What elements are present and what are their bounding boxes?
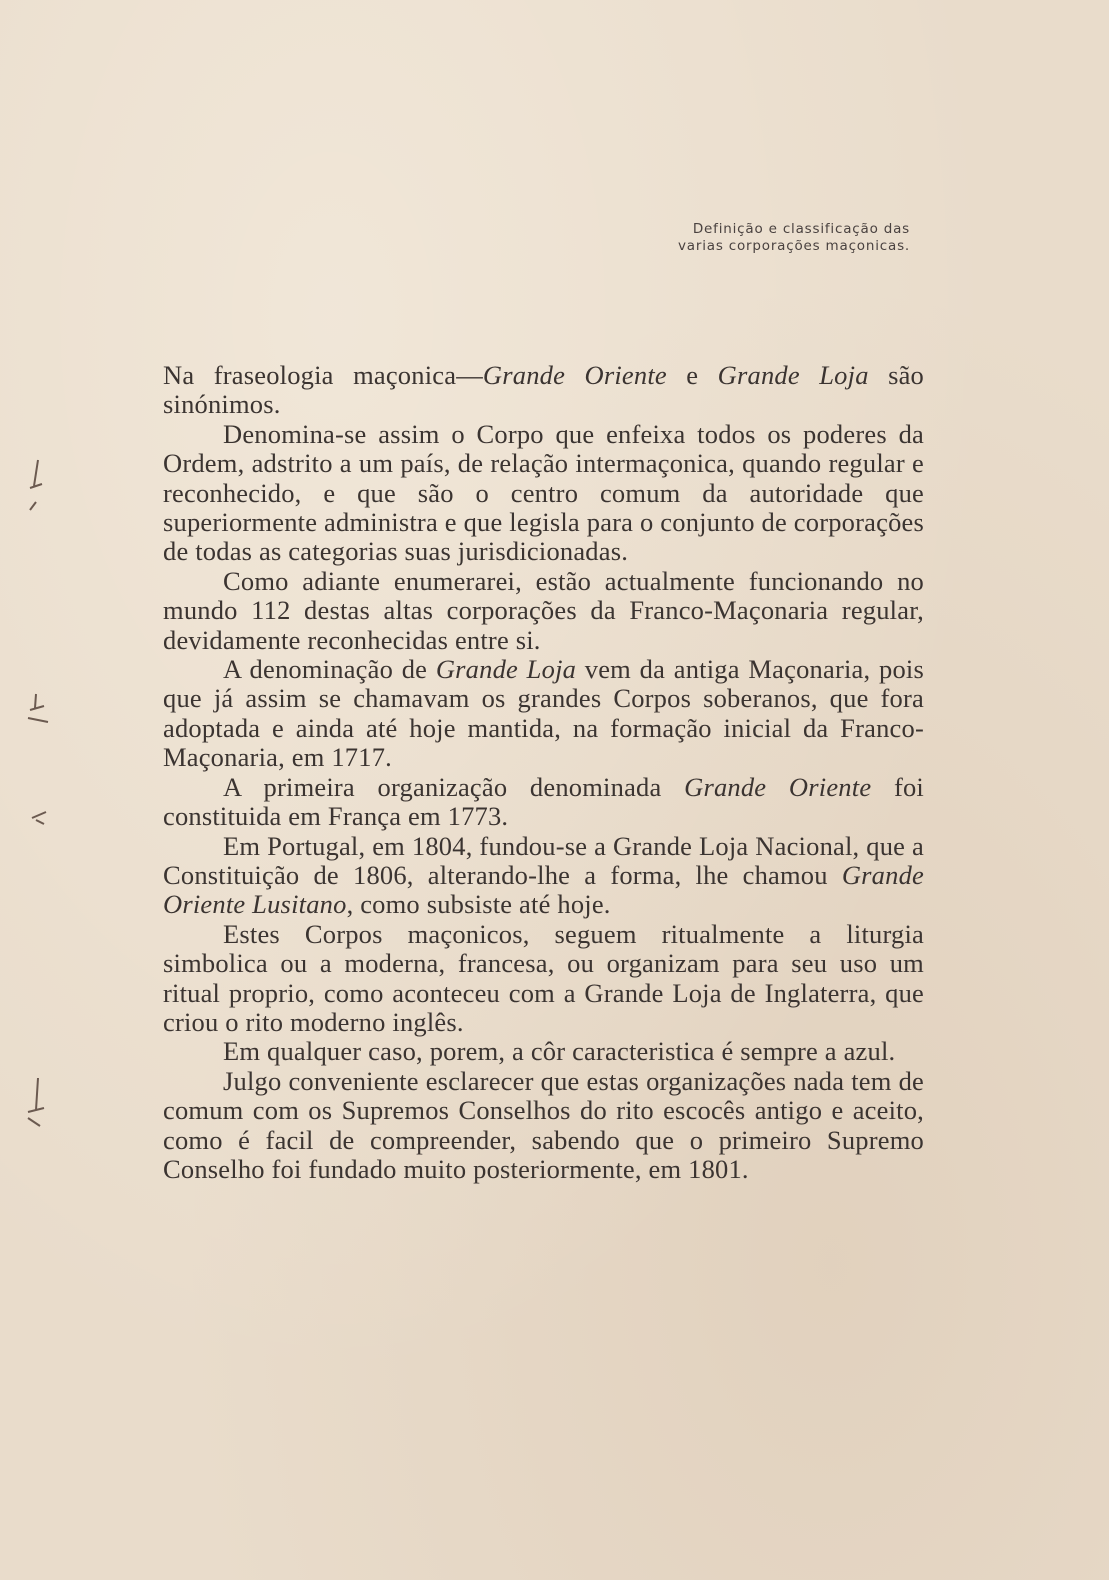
paragraph-9-text: Julgo conveniente esclarecer que estas organizações nada tem de comum com os Supremos Conselhos do rito escocês antigo e aceito, como é facil de compreender, sabendo que o primeiro Supremo Conselho foi fundado muito posteriormente, em 1801. [163, 1065, 924, 1184]
term-grande-loja: Grande Loja [717, 360, 869, 390]
paragraph-5-text: foi constituida em França em 1773. [163, 771, 924, 832]
term-grande-oriente: Grande Oriente [482, 360, 667, 390]
term-grande-oriente-lusitano: Grande Oriente Lusitano [163, 859, 924, 920]
paragraph-3-text: Como adiante enumerarei, estão actualmente funcionando no mundo 112 destas altas corporações da Franco-Maçonaria regular, devidamente reconhecidas entre si. [163, 565, 924, 655]
margin-note [580, 221, 910, 255]
paragraph-2 [163, 420, 924, 567]
pencil-mark-icon [26, 458, 46, 480]
paragraph-1-text: Na fraseologia maçonica— [163, 360, 483, 390]
paragraph-6-text: Em Portugal, em 1804, fundou-se a Grande Loja Nacional, que a Constituição de 1806, alterando-lhe a forma, lhe chamou [163, 830, 924, 890]
paragraph-4-text: A denominação de [223, 654, 436, 685]
paragraph-8 [163, 1037, 924, 1066]
paragraph-1 [163, 361, 924, 420]
pencil-mark-icon [24, 1076, 44, 1098]
paragraph-7 [163, 920, 924, 1038]
paragraph-5 [163, 773, 924, 832]
margin-note-line-2: varias corporações maçonicas. [678, 238, 910, 254]
paragraph-1-text: e [666, 360, 718, 390]
paragraph-6 [163, 832, 924, 920]
paragraph-6-text: , como subsiste até hoje. [346, 889, 611, 920]
term-grande-loja: Grande Loja [435, 654, 577, 685]
paragraph-2-text: Denomina-se assim o Corpo que enfeixa todos os poderes da Ordem, adstrito a um país, de relação intermaçonica, quando regular e reconhecido, e que são o centro comum da autoridade que superiormente administra e que legisla para o conjunto de corporações de todas as categorias suas jurisdicionadas. [163, 418, 924, 567]
paragraph-4-text: vem da antiga Maçonaria, pois que já assim se chamavam os grandes Corpos soberanos, que fora adoptada e ainda até hoje mantida, na formação inicial da Franco-Maçonaria, em 1717. [163, 654, 924, 773]
pencil-mark-icon [26, 692, 46, 714]
paragraph-4 [163, 655, 924, 773]
paragraph-5-text: A primeira organização denominada [223, 771, 685, 802]
margin-note-line-1: Definição e classificação das [692, 221, 910, 237]
paragraph-1-text: são sinónimos. [163, 360, 925, 420]
paragraph-7-text: Estes Corpos maçonicos, seguem ritualmente a liturgia simbolica ou a moderna, francesa, ou organizam para seu uso um ritual proprio, como aconteceu com a Grande Loja de Inglaterra, que criou o rito moderno inglês. [163, 918, 924, 1037]
paragraph-8-text: Em qualquer caso, porem, a côr caracteristica é sempre a azul. [223, 1036, 896, 1067]
term-grande-oriente: Grande Oriente [684, 771, 872, 802]
paragraph-3 [163, 567, 924, 655]
pencil-mark-icon [30, 808, 50, 830]
text-body [163, 361, 924, 1184]
paragraph-9 [163, 1067, 924, 1185]
